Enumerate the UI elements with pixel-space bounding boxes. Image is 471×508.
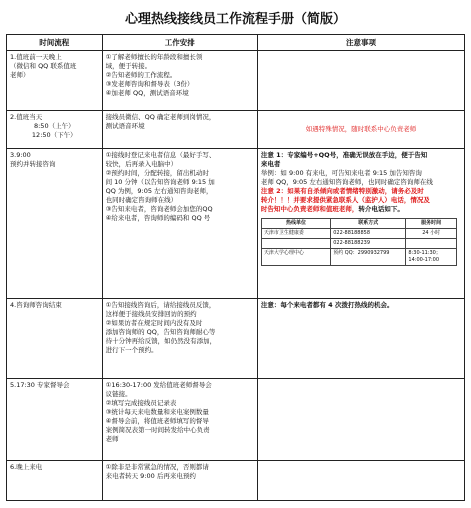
table-row <box>7 148 464 298</box>
table-row <box>7 298 464 378</box>
time-cell: 4.咨询师咨询结束 <box>7 299 103 378</box>
special-case-note: 如遇特殊情况，随时联系中心负责老师 <box>305 125 417 133</box>
header-work: 工作安排 <box>103 35 258 50</box>
notes-cell <box>258 51 464 110</box>
time-cell: 3.9:00 预约并转接咨询 <box>7 149 103 298</box>
work-cell: ①接线时登记来电者信息（最好手写、 较快，后再录入电脑中） ②预约时间，分配转接，留出机动时 间 10 分钟（以告知咨询老师 9:15 加 QQ 为例，9:05 左右通知咨询老师， 也同时确定咨询师在线） ③告知来电者，咨询老师会加您的QQ ④给来电者，咨询师的编码和 QQ 号 <box>103 149 258 298</box>
notes-cell <box>258 461 464 500</box>
work-cell: ①了解老师擅长的年龄段和擅长领 域，便于转接。 ②告知老师的工作流程。 ③发老师咨询和督导表（3份） ④加老师 QQ，测试语音环境 <box>103 51 258 110</box>
notes-cell <box>258 379 464 460</box>
work-cell: ①告知接线咨询后，请给接线员反馈， 这样便于接线员安排回访的预约 ②如果访者在规定时间内没有及时 添加咨询师的 QQ，告知咨询师耐心等 待十分钟再给反馈，如仍然没有添加， 进行下一个预约。 <box>103 299 258 378</box>
table-header-row <box>7 35 464 50</box>
table-row <box>7 460 464 500</box>
time-cell: 2.值班当天 8:50（上午） 12:50（下午） <box>7 111 103 148</box>
time-cell: 6.晚上来电 <box>7 461 103 500</box>
document-title: 心理热线接线员工作流程手册（简版） <box>124 12 346 27</box>
header-notes: 注意事项 <box>345 38 376 47</box>
time-cell: 5.17:30 专家督导会 <box>7 379 103 460</box>
hotline-row: 天津大学心理中心 预约 QQ：2990932799 8:30-11:30；14:00-17:00 <box>262 248 456 265</box>
notes-cell: 注意 1：专家编号+QQ号，准确无误放在手边，便于告知 来电者 举例：如 9:00 有来电，可告知来电者 9:15 加告知咨询 老师 QQ，9:05 左右通知咨询老师，也同时确定咨询师在线 注意 2：如果有自杀倾向或者情绪特别激动，请务必及时 转介！！！并要求提供紧急联系人（监护人）电话，情况及 时告知中心负责老师和值班老师，转介电话如下。 热线单位 联系方式 服务时间 天津市卫生健康委 022-88188858 24 小时 022-88188239 天津大学心理中心 预约 QQ：2990932799 8:30-11:30；14:00-17:00 <box>258 149 464 298</box>
notes-cell <box>258 111 464 148</box>
hotline-header-row: 热线单位 联系方式 服务时间 <box>262 219 456 228</box>
work-cell: ①除非是非常紧急的情况，否则都请 来电者转天 9:00 后再来电预约 <box>103 461 258 500</box>
header-time: 时间流程 <box>7 35 103 50</box>
work-cell: 接线员微信、QQ 确定老师到岗情况， 测试语音环境 <box>103 111 258 148</box>
table-row <box>7 50 464 110</box>
time-cell: 1.值班前一天晚上 （微信和 QQ 联系值班 老师） <box>7 51 103 110</box>
hotline-row: 022-88188239 <box>262 238 456 248</box>
workflow-table <box>6 34 465 501</box>
hotline-row: 天津市卫生健康委 022-88188858 24 小时 <box>262 228 456 238</box>
table-row <box>7 378 464 460</box>
hotline-table <box>261 218 457 266</box>
table-row <box>7 110 464 148</box>
work-cell: ①16:30-17:00 发给值班老师督导会 议链接。 ②填写完成接线员记录表 ③统计每天来电数量和来电案例数量 ④督导会前，将值班老师填写的督导 案例简况表第一时间转发给中心负责 老师 <box>103 379 258 460</box>
notes-cell: 注意：每个来电者都有 4 次拨打热线的机会。 <box>260 301 394 309</box>
